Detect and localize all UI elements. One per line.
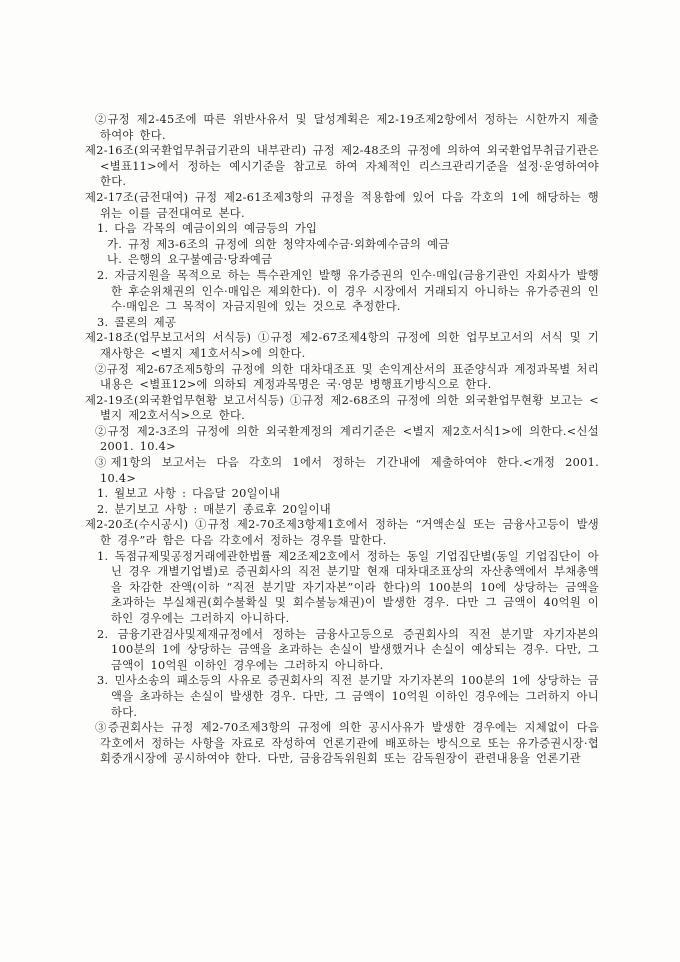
document-line: 제2-20조(수시공시) ①규정 제2-70조제3항제1호에서 정하는 “거액손실 또는 금융사고등이 발생한 경우”라 함은 다음 각호에서 정하는 경우를 말한다. <box>85 518 599 548</box>
document-line: 2. 자금지원을 목적으로 하는 특수관계인 발행 유가증권의 인수·매입(금융기관인 자회사가 발행한 후순위채권의 인수·매입은 제외한다). 이 경우 시장에서 거래되지 아니하는 유가증권의 인수·매입은 그 목적이 자금지원에 있는 것으로 추정한다. <box>97 268 599 314</box>
document-line: 3. 콜론의 제공 <box>97 315 177 329</box>
document-line: 제2-16조(외국환업무취급기관의 내부관리) 규정 제2-48조의 규정에 의하여 외국환업무취급기관은 <별표11>에서 정하는 예시기준을 참고로 하여 자체적인 리스크관리기준을 설정·운영하여야 한다. <box>85 144 599 189</box>
document-line: ②규정 제2-45조에 따른 위반사유서 및 달성계획은 제2-19조제2항에서 정하는 시한까지 제출하여야 한다. <box>95 113 599 142</box>
document-line: 1. 다음 각목의 예금이외의 예금등의 가입 <box>97 222 318 236</box>
document-line: 가. 규정 제3-6조의 규정에 의한 청약자예수금·외화예수금의 예금 <box>107 237 450 251</box>
document-line: 1. 월보고 사항 : 다음달 20일이내 <box>97 487 281 501</box>
document-line: 2. 분기보고 사항 : 매분기 종료후 20일이내 <box>97 502 331 516</box>
document-body <box>85 112 599 767</box>
document-line: ③제1항의 보고서는 다음 각호의 1에서 정하는 기간내에 제출하여야 한다.<개정 2001. 10.4> <box>95 456 599 485</box>
document-line: 제2-18조(업무보고서의 서식등) ①규정 제2-67조제4항의 규정에 의한 업무보고서의 서식 및 기재사항은 <별지 제1호서식>에 의한다. <box>85 331 599 360</box>
document-line: 3. 민사소송의 패소등의 사유로 증권회사의 직전 분기말 자기자본의 100분의 1에 상당하는 금액을 초과하는 손실이 발생한 경우. 다만, 그 금액이 10억원 이하인 경우에는 그러하지 아니하다. <box>97 674 599 719</box>
document-line: 나. 은행의 요구불예금·당좌예금 <box>107 253 273 267</box>
document-line: 2. 금융기관검사및제재규정에서 정하는 금융사고등으로 증권회사의 직전 분기말 자기자본의 100분의 1에 상당하는 금액을 초과하는 손실이 발생했거나 손실이 예상되는 경우. 다만, 그 금액이 10억원 이하인 경우에는 그러하지 아니하다. <box>97 627 599 672</box>
document-line: 제2-17조(금전대여) 규정 제2-61조제3항의 규정을 적용함에 있어 다음 각호의 1에 해당하는 행위는 이를 금전대여로 본다. <box>85 190 599 220</box>
document-line: ②규정 제2-3조의 규정에 의한 외국환계정의 계리기준은 <별지 제2호서식1>에 의한다.<신설 2001. 10.4> <box>95 424 599 454</box>
document-line: ③증권회사는 규정 제2-70조제3항의 규정에 의한 공시사유가 발생한 경우에는 지체없이 다음 각호에서 정하는 사항을 자료로 작성하여 언론기관에 배포하는 방식으로 또는 유가증권시장·협회중개시장에 공시하여야 한다. 다만, 금융감독위원회 또는 감독원장이 관련내용을 언론기관 <box>95 721 599 766</box>
document-line: 1. 독점규제및공정거래에관한법률 제2조제2호에서 정하는 동일 기업집단별(동일 기업집단이 아닌 경우 개별기업별)로 증권회사의 직전 분기말 현재 대차대조표상의 자산총액에서 부채총액을 차감한 잔액(이하 “직전 분기말 자기자본”이라 한다)의 100분의 10에 상당하는 금액을 초과하는 부실채권(회수불확실 및 회수불능채권)이 발생한 경우. 다만 그 금액이 40억원 이하인 경우에는 그러하지 아니하다. <box>97 549 599 625</box>
document-line: 제2-19조(외국환업무현황 보고서식등) ①규정 제2-68조의 규정에 의한 외국환업무현황 보고는 <별지 제2호서식>으로 한다. <box>85 393 599 423</box>
document-line: ②규정 제2-67조제5항의 규정에 의한 대차대조표 및 손익계산서의 표준양식과 계정과목별 처리내용은 <별표12>에 의하되 계정과목명은 국·영문 병행표기방식으로 한다. <box>95 362 599 392</box>
